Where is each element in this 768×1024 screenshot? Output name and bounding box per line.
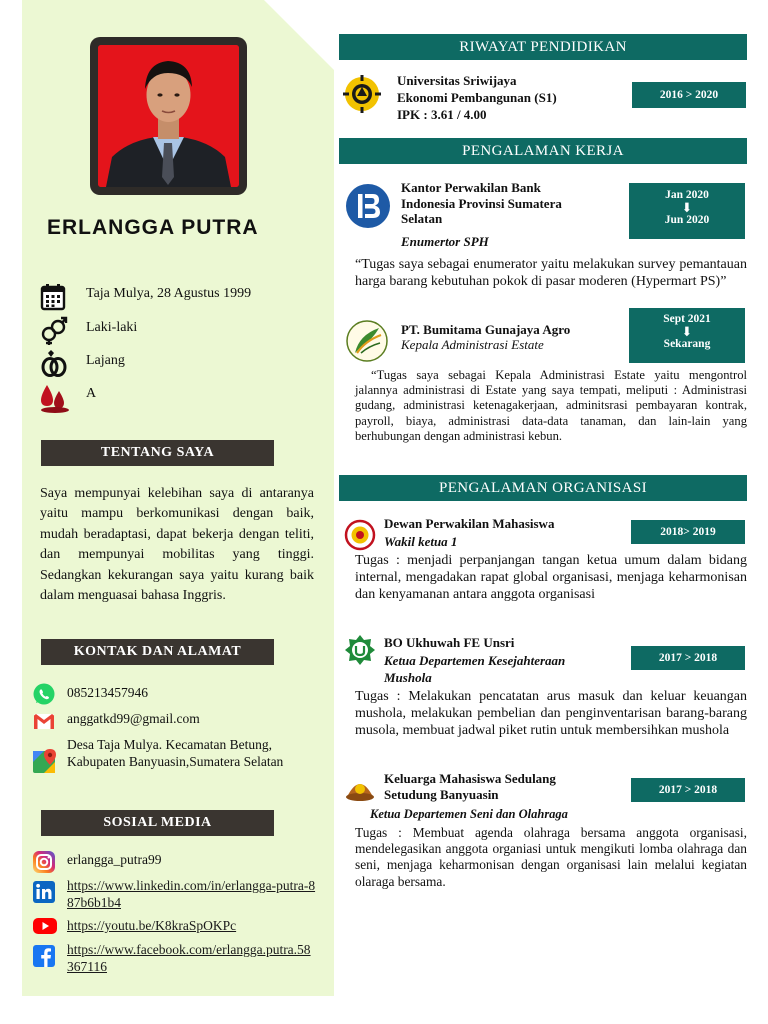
work-1-start: Jan 2020 [665, 189, 709, 201]
gender-icon [40, 316, 70, 346]
org-1-name: Dewan Perwakilan Mahasiswa [384, 516, 555, 531]
education-heading: RIWAYAT PENDIDIKAN [339, 34, 747, 60]
work-1-period-badge [629, 183, 745, 239]
work-2-end: Sekarang [663, 338, 711, 350]
sidebar-corner-cut [264, 0, 334, 70]
education-major: Ekonomi Pembangunan (S1) [397, 90, 557, 105]
org-1-description: Tugas : menjadi perpanjangan tangan ketua umum dalam bidang internal, mengadakan rapat global organisasi, menjaga keharmonisan dan kenyamanan antara anggota organisasi [355, 553, 747, 602]
work-1-company: Kantor Perwakilan Bank Indonesia Provinsi Sumatera Selatan [401, 180, 562, 226]
person-name: ERLANGGA PUTRA [47, 216, 259, 239]
education-years-badge: 2016 > 2020 [632, 82, 746, 108]
work-1-description: “Tugas saya sebagai enumerator yaitu melakukan survey pemantauan harga barang kebutuhan pokok di pasar moderen (Hypermart PS)” [355, 257, 747, 289]
youtube-link[interactable] [67, 918, 236, 935]
blood-type-info: A [86, 386, 97, 401]
org-3-description: Tugas : Membuat agenda olahraga bersama anggota organisasi, mendelegasikan anggota organiasi untuk mengikuti lomba olahraga dan seni, menjaga keharmonisan dengan organisasi lain melalui kegiatan olaraga bersama. [355, 825, 747, 889]
org-3-name: Keluarga Mahasiswa Sedulang Setudung Banyuasin [384, 771, 556, 802]
about-text: Saya mempunyai kelebihan saya di antaranya yaitu mampu berkomunikasi dengan baik, mudah beradaptasi, dapat bekerja dengan teliti, dan mempunyai mobilitas yang tinggi. Sedangkan kekurangan saya yaitu kurang baik dalam menguasai bahasa Inggris. [40, 486, 314, 604]
education-school: Universitas Sriwijaya [397, 73, 517, 88]
whatsapp-icon [32, 682, 56, 706]
org-2-name: BO Ukhuwah FE Unsri [384, 635, 515, 650]
calendar-icon [40, 283, 70, 313]
gender-info: Laki-laki [86, 320, 138, 335]
education-ipk: IPK : 3.61 / 4.00 [397, 107, 487, 122]
home-address: Desa Taja Mulya. Kecamatan Betung, Kabupaten Banyuasin,Sumatera Selatan [67, 737, 284, 769]
work-2-role: Kepala Administrasi Estate [401, 337, 544, 352]
down-arrow-icon: ⬇ [681, 324, 693, 339]
marital-info: Lajang [86, 353, 125, 368]
facebook-url[interactable]: https://www.facebook.com/erlangga.putra.58367116 [67, 942, 311, 974]
org-1-years-badge: 2018> 2019 [631, 520, 745, 544]
facebook-link[interactable] [67, 942, 317, 975]
phone-number: 085213457946 [67, 685, 148, 700]
dpm-logo-icon [344, 519, 376, 551]
linkedin-link[interactable] [67, 878, 317, 911]
facebook-icon [32, 944, 56, 968]
org-1-role: Wakil ketua 1 [384, 534, 458, 549]
kms-logo-icon [344, 771, 376, 803]
org-heading: PENGALAMAN ORGANISASI [339, 475, 747, 501]
bank-indonesia-logo-icon [345, 183, 391, 229]
maps-icon [32, 748, 56, 772]
ukhuwah-logo-icon [344, 634, 376, 666]
linkedin-url[interactable]: https://www.linkedin.com/in/erlangga-putra-887b6b1b4 [67, 878, 316, 910]
work-heading: PENGALAMAN KERJA [339, 138, 747, 164]
bumitama-logo-icon [345, 319, 389, 363]
about-heading: TENTANG SAYA [41, 440, 274, 466]
unsri-logo-icon [342, 74, 382, 114]
work-1-end: Jun 2020 [664, 214, 710, 226]
org-2-role: Ketua Departemen Kesejahteraan Mushola [384, 653, 566, 685]
down-arrow-icon: ⬇ [681, 200, 693, 215]
gmail-icon [32, 709, 56, 733]
contact-heading: KONTAK DAN ALAMAT [41, 639, 274, 665]
email-address[interactable]: anggatkd99@gmail.com [67, 711, 200, 726]
youtube-icon [32, 914, 56, 938]
org-2-years-badge: 2017 > 2018 [631, 646, 745, 670]
org-3-role: Ketua Departemen Seni dan Olahraga [370, 807, 568, 821]
social-heading: SOSIAL MEDIA [41, 810, 274, 836]
linkedin-icon [32, 880, 56, 904]
blood-drop-icon [37, 381, 67, 411]
work-2-description: “Tugas saya sebagai Kepala Administrasi Estate yaitu mengontrol jalannya administrasi di Estate yang saya tempati, meliputi : Administrasi gudang, administrasi ketenagakerjaan, adminitsrasi pembayaran kontrak, payroll, biaya, administrasi data-data tanaman, dan lain-lain yang berhubungan dengan administrasi kebun. [355, 368, 747, 443]
org-3-years-badge: 2017 > 2018 [631, 778, 745, 802]
youtube-url[interactable]: https://youtu.be/K8kraSpOKPc [67, 918, 237, 933]
work-2-period-badge [629, 308, 745, 363]
instagram-icon [32, 850, 56, 874]
rings-icon [40, 349, 70, 379]
profile-photo [98, 45, 239, 187]
work-1-role: Enumertor SPH [401, 234, 489, 249]
instagram-handle[interactable]: erlangga_putra99 [67, 852, 162, 867]
work-2-company: PT. Bumitama Gunajaya Agro [401, 322, 571, 337]
profile-photo-frame [90, 37, 247, 195]
birth-info: Taja Mulya, 28 Agustus 1999 [86, 286, 252, 301]
work-2-start: Sept 2021 [663, 313, 711, 325]
org-2-description: Tugas : Melakukan pencatatan arus masuk dan keluar keuangan mushola, melakukan pembelian dan penginventarisan barang-barang musola, membuat jadwal piket rutin untuk membersihkan mushola [355, 689, 747, 738]
